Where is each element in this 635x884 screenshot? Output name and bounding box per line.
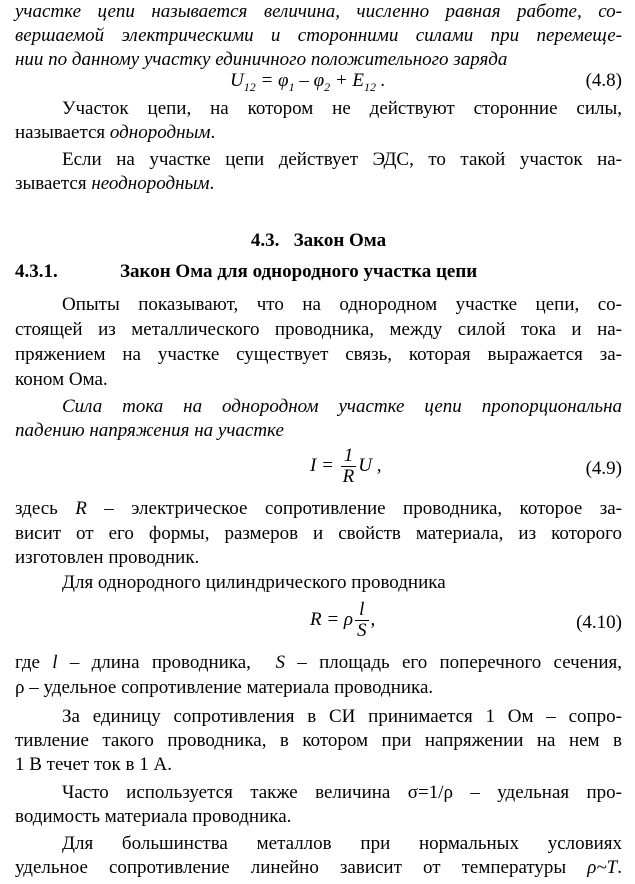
equation-number: (4.9) (585, 458, 622, 479)
text-line: 1 В течет ток в 1 А. (15, 754, 172, 775)
text-line: водимость материала проводника. (15, 806, 292, 827)
text-line: вершаемой электрическими и сторонними силами при перемеще- (15, 25, 622, 46)
text-line: Опыты показывают, что на однородном участке цепи, со- (62, 294, 622, 315)
text-line: Участок цепи, на котором не действуют сторонние силы, (62, 98, 622, 119)
text-line: падению напряжения на участке (15, 420, 284, 441)
equation-body: $U_{12} = \varphi_1 - \varphi_2 + E_{12}$ . (230, 70, 386, 94)
subsection-number: 4.3.1. (15, 261, 58, 282)
equation-number: (4.8) (585, 70, 622, 91)
text-line: За единицу сопротивления в СИ принимается 1 Ом – сопро- (62, 706, 622, 727)
text-line: пряжением на участке существует связь, которая выражается за- (15, 344, 622, 365)
text-line: удельное сопротивление линейно зависит от температуры ρ~T. (15, 857, 622, 878)
equation-4-10 (15, 598, 622, 646)
text-line: Для большинства металлов при нормальных условиях (62, 833, 622, 854)
text-line: тивление такого проводника, в котором при напряжении на нем в (15, 730, 622, 751)
text-line: висит от его формы, размеров и свойств материала, из которого (15, 523, 622, 544)
fraction: $\frac{l}{S}$ (357, 599, 367, 641)
equation-4-8 (15, 70, 622, 96)
text-line: Сила тока на однородном участке цепи пропорциональна (62, 396, 622, 417)
text-line: Если на участке цепи действует ЭДС, то такой участок на- (62, 149, 622, 170)
text-line: коном Ома. (15, 369, 108, 390)
equation-body: I = $\frac{1}{R}$ U , (310, 445, 382, 487)
subsection-heading (15, 260, 622, 284)
text-line: ρ – удельное сопротивление материала проводника. (15, 677, 434, 698)
text-line: Для однородного цилиндрического проводника (62, 572, 446, 593)
section-heading: 4.3. Закон Ома (250, 230, 387, 251)
text-line: участке цепи называется величина, численно равная работе, со- (15, 1, 622, 22)
text-line: изготовлен проводник. (15, 547, 200, 568)
equation-body: R = ρ $\frac{l}{S}$ , (310, 599, 376, 641)
text-line: стоящей из металлического проводника, между силой тока и на- (15, 319, 622, 340)
text-line: зывается неоднородным. (15, 173, 215, 194)
subsection-title: Закон Ома для однородного участка цепи (120, 261, 478, 282)
text-line: называется однородным. (15, 122, 216, 143)
text-line: где l – длина проводника, S – площадь его поперечного сечения, (15, 652, 622, 673)
text-line: здесь R – электрическое сопротивление проводника, которое за- (15, 498, 622, 519)
text-line: Часто используется также величина σ=1/ρ – удельная про- (62, 782, 622, 803)
equation-4-9 (15, 444, 622, 492)
equation-number: (4.10) (576, 612, 622, 633)
fraction: $\frac{1}{R}$ (342, 445, 355, 487)
text-line: нии по данному участку единичного положительного заряда (15, 49, 508, 70)
